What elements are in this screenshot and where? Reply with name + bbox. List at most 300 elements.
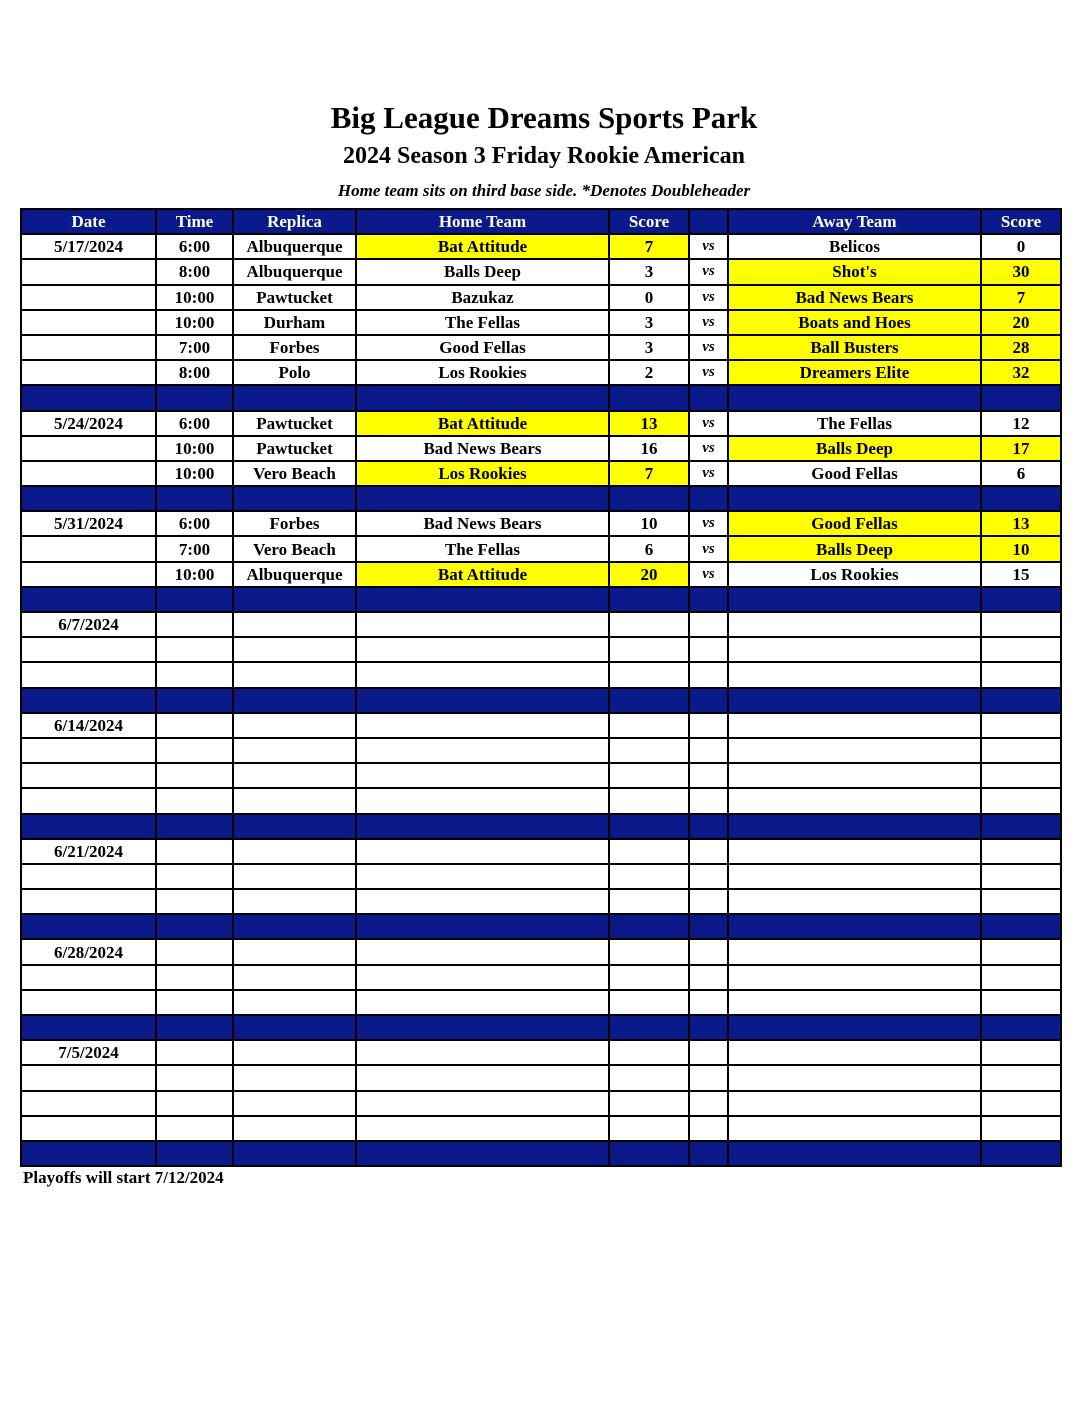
away-score-cell (981, 1116, 1061, 1141)
separator-cell (233, 688, 356, 713)
away-team-cell (728, 662, 981, 687)
separator-cell (21, 385, 156, 410)
separator-cell (356, 688, 609, 713)
time-cell (156, 1040, 233, 1065)
table-row (21, 990, 1061, 1015)
home-team-cell (356, 889, 609, 914)
vs-cell (689, 1065, 728, 1090)
table-row (21, 965, 1061, 990)
home-team-cell (356, 1091, 609, 1116)
separator-cell (981, 914, 1061, 939)
away-score-cell (981, 637, 1061, 662)
date-cell (21, 864, 156, 889)
home-team-cell: Bat Attitude (356, 234, 609, 259)
vs-cell (689, 763, 728, 788)
time-cell: 7:00 (156, 536, 233, 561)
separator-cell (356, 814, 609, 839)
away-team-cell: Good Fellas (728, 461, 981, 486)
vs-cell (689, 864, 728, 889)
vs-cell: vs (689, 285, 728, 310)
separator-cell (728, 814, 981, 839)
date-cell (21, 738, 156, 763)
vs-cell: vs (689, 335, 728, 360)
table-row (21, 285, 1061, 310)
vs-cell (689, 965, 728, 990)
schedule-note: Home team sits on third base side. *Denotes Doubleheader (337, 181, 751, 200)
home-team-cell (356, 990, 609, 1015)
column-header-date: Date (21, 209, 156, 234)
time-cell: 10:00 (156, 562, 233, 587)
replica-cell: Vero Beach (233, 461, 356, 486)
vs-cell (689, 1116, 728, 1141)
table-row (21, 939, 1061, 964)
home-score-cell: 3 (609, 310, 689, 335)
away-team-cell (728, 738, 981, 763)
home-score-cell: 6 (609, 536, 689, 561)
home-team-cell: Bad News Bears (356, 511, 609, 536)
separator-cell (233, 385, 356, 410)
replica-cell (233, 1091, 356, 1116)
time-cell (156, 788, 233, 813)
away-team-cell: Boats and Hoes (728, 310, 981, 335)
home-team-cell (356, 1040, 609, 1065)
time-cell: 8:00 (156, 259, 233, 284)
home-score-cell: 0 (609, 285, 689, 310)
date-cell: 7/5/2024 (21, 1040, 156, 1065)
table-row (21, 1091, 1061, 1116)
date-cell (21, 436, 156, 461)
separator-cell (21, 1015, 156, 1040)
date-cell (21, 637, 156, 662)
home-score-cell (609, 637, 689, 662)
vs-cell (689, 713, 728, 738)
away-team-cell: Belicos (728, 234, 981, 259)
away-score-cell: 12 (981, 411, 1061, 436)
table-header-row (21, 209, 1061, 234)
separator-cell (609, 587, 689, 612)
time-cell: 6:00 (156, 511, 233, 536)
table-row (21, 637, 1061, 662)
replica-cell: Durham (233, 310, 356, 335)
table-row (21, 788, 1061, 813)
time-cell: 6:00 (156, 411, 233, 436)
separator-cell (356, 385, 609, 410)
home-score-cell: 7 (609, 461, 689, 486)
away-team-cell: Bad News Bears (728, 285, 981, 310)
home-score-cell (609, 990, 689, 1015)
date-cell: 5/17/2024 (21, 234, 156, 259)
home-score-cell (609, 738, 689, 763)
home-team-cell: Balls Deep (356, 259, 609, 284)
column-header-away-team: Away Team (728, 209, 981, 234)
separator-cell (609, 1141, 689, 1166)
table-row (21, 360, 1061, 385)
date-cell (21, 965, 156, 990)
away-score-cell (981, 864, 1061, 889)
week-separator-row (21, 486, 1061, 511)
home-score-cell: 2 (609, 360, 689, 385)
table-row (21, 461, 1061, 486)
home-score-cell (609, 713, 689, 738)
replica-cell (233, 1116, 356, 1141)
separator-cell (156, 385, 233, 410)
separator-cell (689, 385, 728, 410)
separator-cell (981, 1141, 1061, 1166)
separator-cell (609, 486, 689, 511)
home-score-cell (609, 1091, 689, 1116)
vs-cell (689, 839, 728, 864)
time-cell (156, 612, 233, 637)
column-header-home-team: Home Team (356, 209, 609, 234)
table-row (21, 713, 1061, 738)
separator-cell (356, 1141, 609, 1166)
home-team-cell: The Fellas (356, 536, 609, 561)
replica-cell (233, 612, 356, 637)
time-cell (156, 864, 233, 889)
away-team-cell: Good Fellas (728, 511, 981, 536)
week-separator-row (21, 385, 1061, 410)
away-score-cell: 28 (981, 335, 1061, 360)
separator-cell (981, 486, 1061, 511)
home-score-cell: 7 (609, 234, 689, 259)
time-cell (156, 889, 233, 914)
separator-cell (21, 486, 156, 511)
away-team-cell (728, 1091, 981, 1116)
away-score-cell: 20 (981, 310, 1061, 335)
date-cell: 6/14/2024 (21, 713, 156, 738)
away-score-cell: 13 (981, 511, 1061, 536)
separator-cell (689, 688, 728, 713)
home-team-cell (356, 738, 609, 763)
home-score-cell (609, 1065, 689, 1090)
table-row (21, 612, 1061, 637)
replica-cell: Albuquerque (233, 234, 356, 259)
home-team-cell: Good Fellas (356, 335, 609, 360)
away-team-cell: Los Rookies (728, 562, 981, 587)
time-cell (156, 1091, 233, 1116)
vs-cell (689, 788, 728, 813)
separator-cell (728, 486, 981, 511)
separator-cell (609, 688, 689, 713)
date-cell (21, 990, 156, 1015)
vs-cell (689, 612, 728, 637)
date-cell: 6/7/2024 (21, 612, 156, 637)
separator-cell (609, 385, 689, 410)
table-row (21, 259, 1061, 284)
replica-cell (233, 965, 356, 990)
separator-cell (981, 587, 1061, 612)
date-cell (21, 461, 156, 486)
separator-cell (156, 914, 233, 939)
separator-cell (356, 486, 609, 511)
separator-cell (728, 385, 981, 410)
replica-cell: Pawtucket (233, 411, 356, 436)
time-cell (156, 637, 233, 662)
separator-cell (233, 1015, 356, 1040)
away-team-cell (728, 939, 981, 964)
date-cell (21, 536, 156, 561)
date-cell: 6/21/2024 (21, 839, 156, 864)
vs-cell (689, 1040, 728, 1065)
table-row (21, 436, 1061, 461)
time-cell (156, 1065, 233, 1090)
time-cell: 10:00 (156, 461, 233, 486)
home-score-cell: 20 (609, 562, 689, 587)
table-row (21, 662, 1061, 687)
date-cell (21, 259, 156, 284)
time-cell (156, 839, 233, 864)
table-row (21, 763, 1061, 788)
away-team-cell (728, 788, 981, 813)
time-cell (156, 990, 233, 1015)
home-score-cell (609, 864, 689, 889)
away-score-cell (981, 990, 1061, 1015)
away-score-cell (981, 738, 1061, 763)
home-score-cell (609, 889, 689, 914)
away-score-cell: 32 (981, 360, 1061, 385)
time-cell: 10:00 (156, 436, 233, 461)
replica-cell: Vero Beach (233, 536, 356, 561)
separator-cell (689, 1015, 728, 1040)
home-team-cell: Bazukaz (356, 285, 609, 310)
date-cell (21, 889, 156, 914)
replica-cell (233, 662, 356, 687)
table-row (21, 411, 1061, 436)
replica-cell (233, 839, 356, 864)
home-team-cell (356, 1065, 609, 1090)
week-separator-row (21, 1141, 1061, 1166)
vs-cell: vs (689, 562, 728, 587)
vs-cell (689, 939, 728, 964)
time-cell: 8:00 (156, 360, 233, 385)
separator-cell (156, 814, 233, 839)
time-cell: 10:00 (156, 310, 233, 335)
home-team-cell (356, 839, 609, 864)
separator-cell (981, 688, 1061, 713)
table-row (21, 562, 1061, 587)
vs-cell (689, 889, 728, 914)
separator-cell (156, 486, 233, 511)
table-row (21, 536, 1061, 561)
away-score-cell (981, 1091, 1061, 1116)
vs-cell: vs (689, 360, 728, 385)
table-row (21, 335, 1061, 360)
vs-cell (689, 990, 728, 1015)
home-team-cell: Bat Attitude (356, 562, 609, 587)
home-team-cell (356, 939, 609, 964)
vs-cell (689, 1091, 728, 1116)
separator-cell (689, 587, 728, 612)
week-separator-row (21, 1015, 1061, 1040)
vs-cell: vs (689, 310, 728, 335)
separator-cell (233, 914, 356, 939)
away-team-cell: Dreamers Elite (728, 360, 981, 385)
away-team-cell: Ball Busters (728, 335, 981, 360)
home-team-cell (356, 763, 609, 788)
vs-cell: vs (689, 461, 728, 486)
away-team-cell (728, 889, 981, 914)
away-score-cell: 15 (981, 562, 1061, 587)
away-team-cell (728, 965, 981, 990)
home-team-cell (356, 1116, 609, 1141)
date-cell (21, 562, 156, 587)
replica-cell: Forbes (233, 511, 356, 536)
home-score-cell (609, 965, 689, 990)
replica-cell (233, 990, 356, 1015)
replica-cell (233, 1040, 356, 1065)
time-cell (156, 1116, 233, 1141)
away-team-cell: Shot's (728, 259, 981, 284)
replica-cell (233, 763, 356, 788)
separator-cell (728, 1141, 981, 1166)
away-score-cell (981, 939, 1061, 964)
replica-cell: Albuquerque (233, 562, 356, 587)
away-score-cell: 17 (981, 436, 1061, 461)
table-row (21, 889, 1061, 914)
away-team-cell: The Fellas (728, 411, 981, 436)
page-subtitle: 2024 Season 3 Friday Rookie American (343, 143, 745, 169)
column-header-vs (689, 209, 728, 234)
separator-cell (21, 814, 156, 839)
column-header-time: Time (156, 209, 233, 234)
home-team-cell (356, 713, 609, 738)
home-team-cell: The Fellas (356, 310, 609, 335)
separator-cell (21, 1141, 156, 1166)
home-score-cell (609, 788, 689, 813)
date-cell (21, 1091, 156, 1116)
away-score-cell (981, 965, 1061, 990)
table-row (21, 1116, 1061, 1141)
column-header-home-score: Score (609, 209, 689, 234)
date-cell (21, 310, 156, 335)
time-cell (156, 738, 233, 763)
date-cell: 6/28/2024 (21, 939, 156, 964)
separator-cell (233, 486, 356, 511)
away-team-cell: Balls Deep (728, 536, 981, 561)
home-team-cell (356, 965, 609, 990)
time-cell: 10:00 (156, 285, 233, 310)
away-team-cell (728, 839, 981, 864)
week-separator-row (21, 688, 1061, 713)
table-row (21, 864, 1061, 889)
home-team-cell (356, 864, 609, 889)
vs-cell (689, 738, 728, 763)
separator-cell (728, 587, 981, 612)
replica-cell (233, 713, 356, 738)
replica-cell (233, 889, 356, 914)
week-separator-row (21, 914, 1061, 939)
away-team-cell (728, 1040, 981, 1065)
away-score-cell (981, 612, 1061, 637)
vs-cell: vs (689, 259, 728, 284)
away-score-cell: 7 (981, 285, 1061, 310)
table-row (21, 839, 1061, 864)
vs-cell: vs (689, 411, 728, 436)
away-team-cell: Balls Deep (728, 436, 981, 461)
separator-cell (233, 814, 356, 839)
separator-cell (728, 914, 981, 939)
away-team-cell (728, 864, 981, 889)
separator-cell (609, 1015, 689, 1040)
away-team-cell (728, 713, 981, 738)
separator-cell (21, 587, 156, 612)
replica-cell: Albuquerque (233, 259, 356, 284)
table-row (21, 1065, 1061, 1090)
separator-cell (609, 914, 689, 939)
date-cell (21, 1116, 156, 1141)
date-cell (21, 285, 156, 310)
away-team-cell (728, 990, 981, 1015)
separator-cell (21, 914, 156, 939)
separator-cell (156, 1015, 233, 1040)
vs-cell: vs (689, 511, 728, 536)
away-score-cell (981, 839, 1061, 864)
schedule-table (20, 208, 1062, 1167)
separator-cell (689, 814, 728, 839)
separator-cell (21, 688, 156, 713)
home-team-cell: Los Rookies (356, 360, 609, 385)
home-score-cell: 3 (609, 259, 689, 284)
away-score-cell: 10 (981, 536, 1061, 561)
home-team-cell (356, 612, 609, 637)
time-cell (156, 713, 233, 738)
home-team-cell: Los Rookies (356, 461, 609, 486)
away-score-cell (981, 662, 1061, 687)
replica-cell (233, 738, 356, 763)
away-team-cell (728, 612, 981, 637)
away-score-cell (981, 1040, 1061, 1065)
separator-cell (356, 1015, 609, 1040)
separator-cell (728, 688, 981, 713)
date-cell (21, 1065, 156, 1090)
separator-cell (609, 814, 689, 839)
home-team-cell: Bad News Bears (356, 436, 609, 461)
home-score-cell (609, 1040, 689, 1065)
column-header-replica: Replica (233, 209, 356, 234)
home-score-cell: 13 (609, 411, 689, 436)
separator-cell (356, 587, 609, 612)
separator-cell (981, 1015, 1061, 1040)
time-cell: 7:00 (156, 335, 233, 360)
playoffs-note: Playoffs will start 7/12/2024 (23, 1168, 224, 1187)
time-cell: 6:00 (156, 234, 233, 259)
separator-cell (233, 587, 356, 612)
home-score-cell: 10 (609, 511, 689, 536)
away-team-cell (728, 763, 981, 788)
away-score-cell (981, 713, 1061, 738)
separator-cell (689, 486, 728, 511)
home-score-cell (609, 839, 689, 864)
replica-cell: Pawtucket (233, 285, 356, 310)
replica-cell (233, 1065, 356, 1090)
separator-cell (156, 688, 233, 713)
home-team-cell (356, 637, 609, 662)
week-separator-row (21, 814, 1061, 839)
time-cell (156, 763, 233, 788)
replica-cell: Forbes (233, 335, 356, 360)
time-cell (156, 939, 233, 964)
away-score-cell (981, 763, 1061, 788)
vs-cell (689, 662, 728, 687)
date-cell: 5/24/2024 (21, 411, 156, 436)
table-row (21, 310, 1061, 335)
separator-cell (233, 1141, 356, 1166)
date-cell (21, 788, 156, 813)
home-score-cell: 16 (609, 436, 689, 461)
replica-cell (233, 637, 356, 662)
table-row (21, 511, 1061, 536)
home-team-cell (356, 788, 609, 813)
